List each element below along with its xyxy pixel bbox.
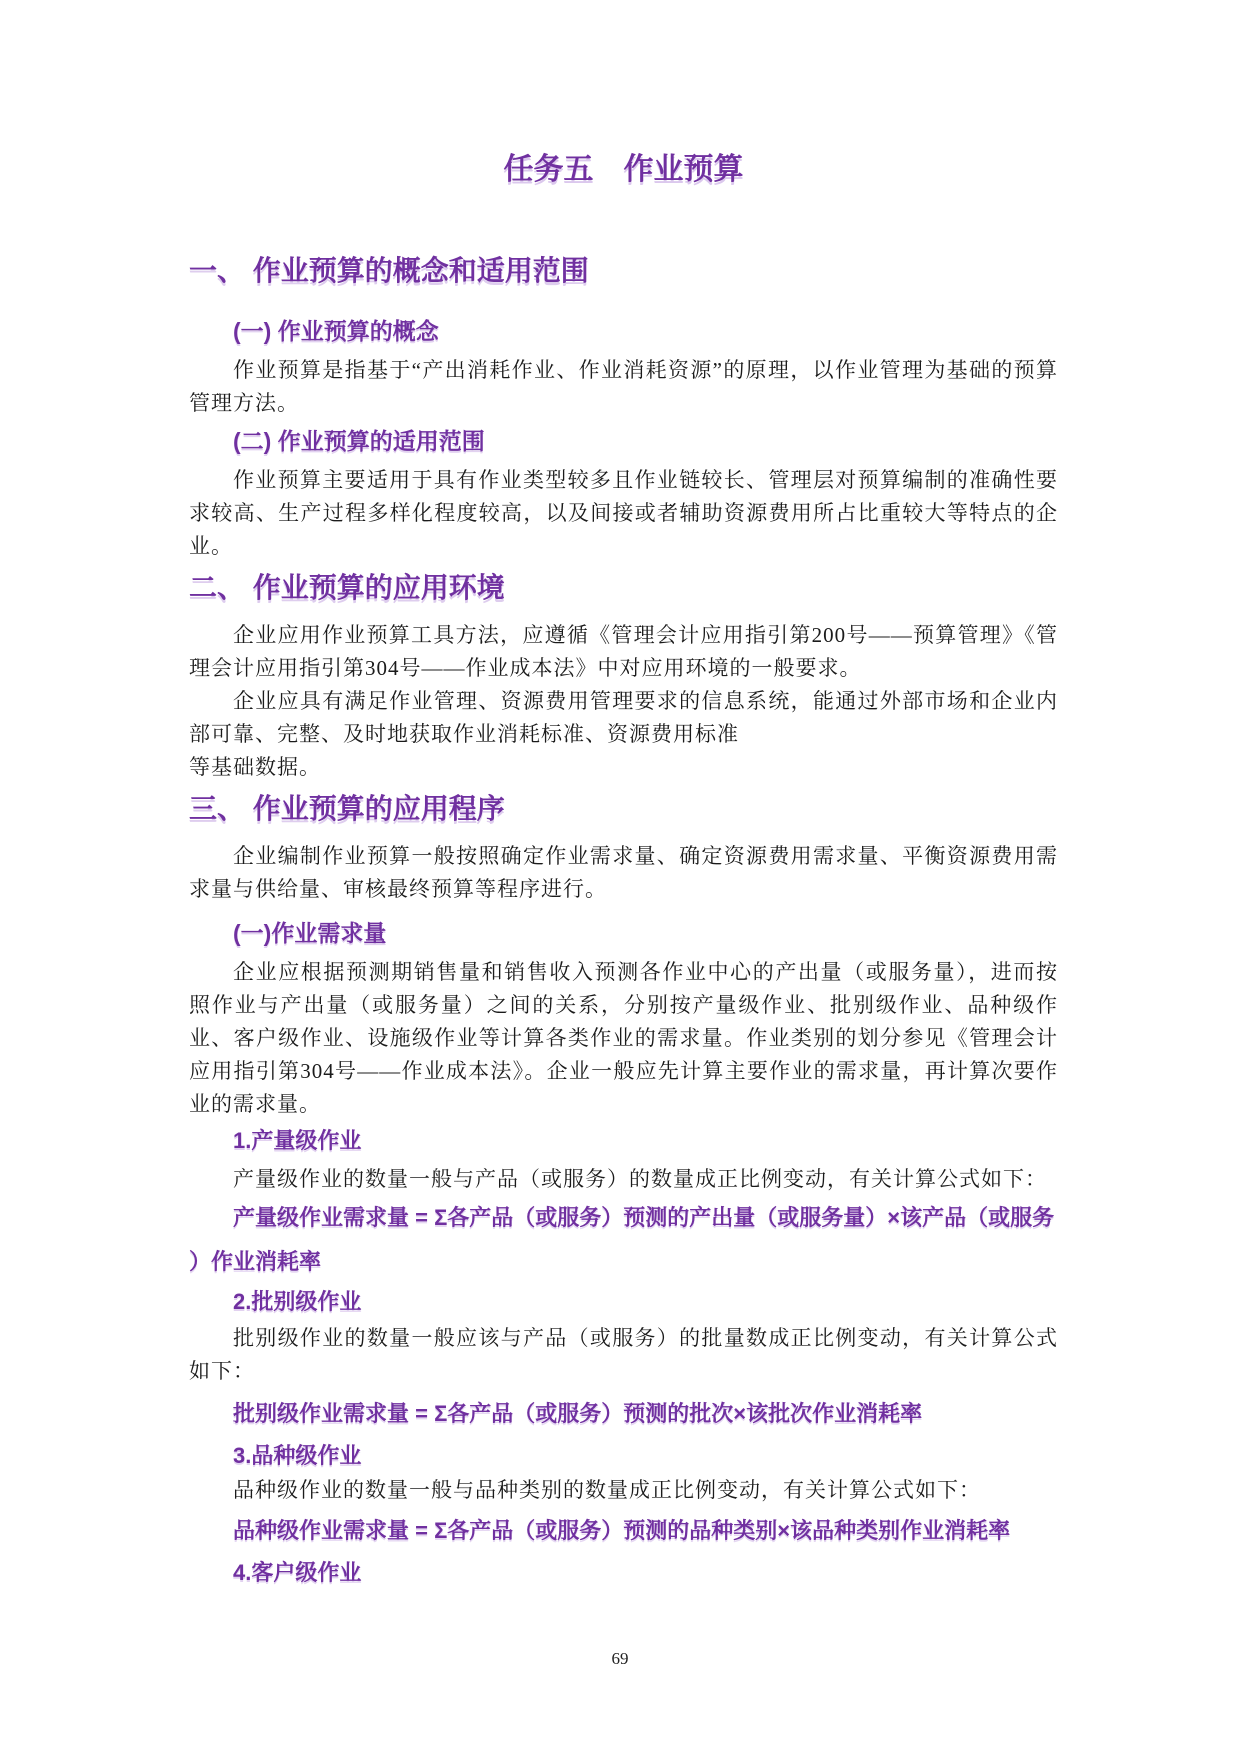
- item-3-formula: 品种级作业需求量 = Σ各产品（或服务）预测的品种类别×该品种类别作业消耗率: [233, 1518, 1011, 1543]
- section-3-heading: 三、 作业预算的应用程序: [189, 793, 505, 824]
- section-3-para-1: 企业编制作业预算一般按照确定作业需求量、确定资源费用需求量、平衡资源费用需求量与供给量、审核最终预算等程序进行。: [189, 844, 1058, 901]
- section-1-sub-2-heading: (二) 作业预算的适用范围: [233, 428, 485, 454]
- item-1-formula: 产量级作业需求量 = Σ各产品（或服务）预测的产出量（或服务量）×该产品（或服务）作业消耗率: [189, 1205, 1055, 1274]
- item-4-heading: 4.客户级作业: [233, 1560, 362, 1585]
- item-3-para: 品种级作业的数量一般与品种类别的数量成正比例变动，有关计算公式如下：: [233, 1478, 981, 1502]
- section-1-sub-1-heading: (一) 作业预算的概念: [233, 318, 439, 344]
- section-1-heading: 一、 作业预算的概念和适用范围: [189, 255, 589, 286]
- section-2-heading: 二、 作业预算的应用环境: [189, 572, 505, 603]
- section-2-para-1: 企业应用作业预算工具方法，应遵循《管理会计应用指引第200号——预算管理》《管理会计应用指引第304号——作业成本法》中对应用环境的一般要求。: [189, 623, 1058, 680]
- section-1-sub-1-para: 作业预算是指基于“产出消耗作业、作业消耗资源”的原理，以作业管理为基础的预算管理方法。: [189, 358, 1058, 415]
- section-3-sub-1-heading: (一)作业需求量: [233, 920, 387, 946]
- item-2-para: 批别级作业的数量一般应该与产品（或服务）的批量数成正比例变动，有关计算公式如下：: [189, 1326, 1058, 1383]
- section-2-para-3: 等基础数据。: [189, 755, 321, 779]
- item-2-formula: 批别级作业需求量 = Σ各产品（或服务）预测的批次×该批次作业消耗率: [233, 1401, 923, 1426]
- page-title: 任务五 作业预算: [503, 153, 744, 186]
- item-2-heading: 2.批别级作业: [233, 1289, 362, 1314]
- item-1-heading: 1.产量级作业: [233, 1128, 362, 1153]
- item-1-para: 产量级作业的数量一般与产品（或服务）的数量成正比例变动，有关计算公式如下：: [233, 1167, 1047, 1191]
- section-1-sub-2-para: 作业预算主要适用于具有作业类型较多且作业链较长、管理层对预算编制的准确性要求较高、生产过程多样化程度较高，以及间接或者辅助资源费用所占比重较大等特点的企业。: [189, 468, 1058, 558]
- section-3-sub-1-para: 企业应根据预测期销售量和销售收入预测各作业中心的产出量（或服务量），进而按照作业与产出量（或服务量）之间的关系，分别按产量级作业、批别级作业、品种级作业、客户级作业、设施级作业等计算各类作业的需求量。作业类别的划分参见《管理会计应用指引第304号——作业成本法》。企业一般应先计算主要作业的需求量，再计算次要作业的需求量。: [189, 960, 1058, 1116]
- page-number: 69: [611, 1649, 629, 1668]
- section-2-para-2: 企业应具有满足作业管理、资源费用管理要求的信息系统，能通过外部市场和企业内部可靠、完整、及时地获取作业消耗标准、资源费用标准: [189, 689, 1058, 746]
- item-3-heading: 3.品种级作业: [233, 1443, 362, 1468]
